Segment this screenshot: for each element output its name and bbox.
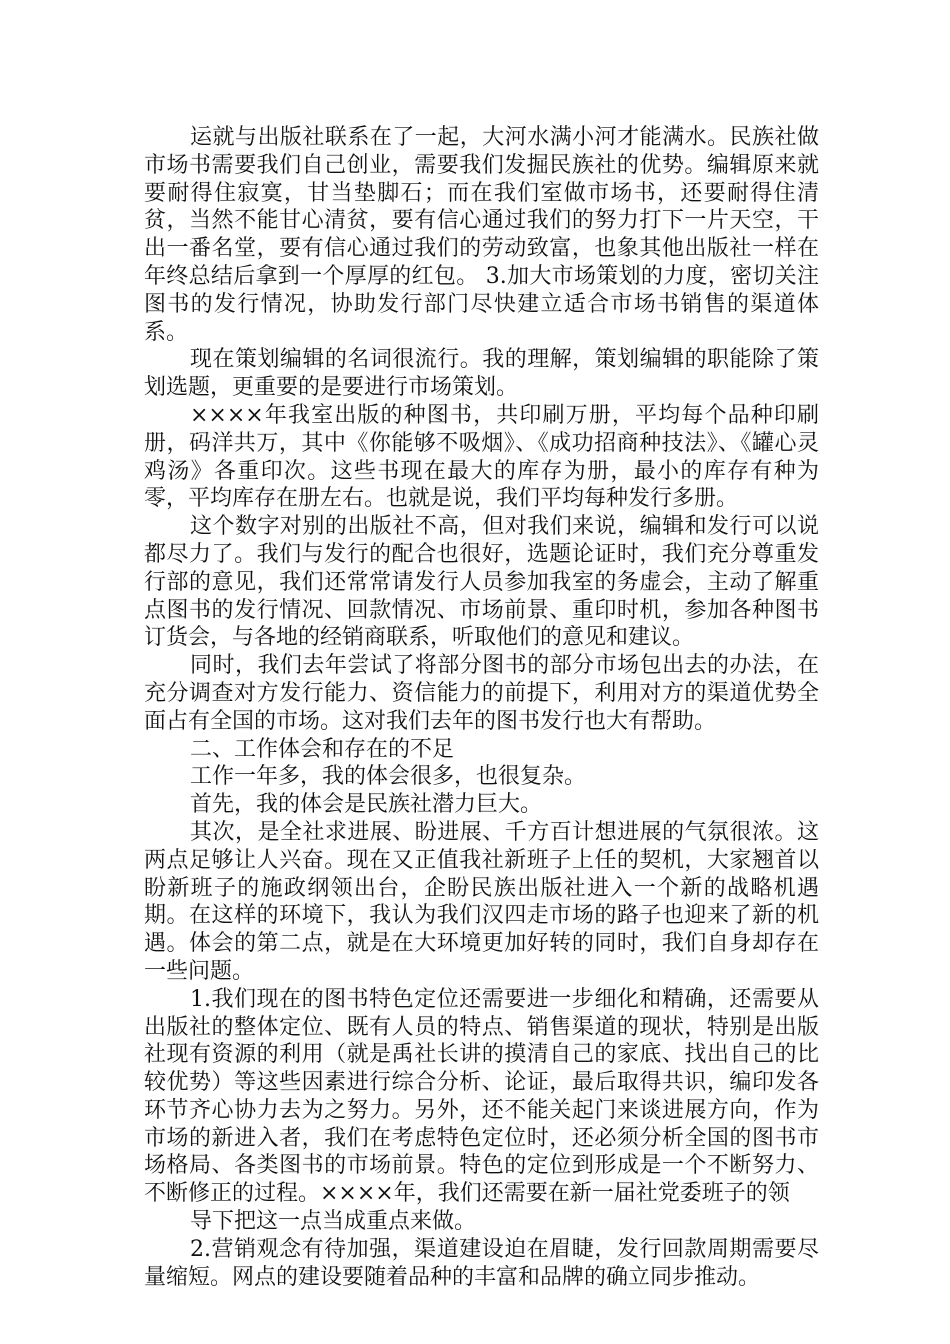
paragraph-7: 工作一年多，我的体会很多，也很复杂。	[190, 764, 587, 790]
document-body	[144, 124, 819, 1291]
paragraph-8: 首先，我的体会是民族社潜力巨大。	[190, 792, 543, 818]
section-heading: 二、工作体会和存在的不足	[190, 736, 455, 762]
paragraph-9: 其次，是全社求进展、盼进展、千方百计想进展的气氛很浓。这两点足够让人兴奋。现在又正值我社新班子上任的契机，大家翘首以盼新班子的施政纲领出台，企盼民族出版社进入一个新的战略机遇期。在这样的环境下，我认为我们汉四走市场的路子也迎来了新的机遇。体会的第二点，就是在大环境更加好转的同时，我们自身却存在一些问题。	[144, 819, 819, 984]
paragraph-12: 2.营销观念有待加强，渠道建设迫在眉睫，发行回款周期需要尽量缩短。网点的建设要随着品种的丰富和品牌的确立同步推动。	[144, 1236, 819, 1290]
paragraph-4: 这个数字对别的出版社不高，但对我们来说，编辑和发行可以说都尽力了。我们与发行的配合也很好，选题论证时，我们充分尊重发行部的意见，我们还常常请发行人员参加我室的务虚会，主动了解重点图书的发行情况、回款情况、市场前景、重印时机，参加各种图书订货会，与各地的经销商联系，听取他们的意见和建议。	[144, 514, 819, 651]
paragraph-2: 现在策划编辑的名词很流行。我的理解，策划编辑的职能除了策划选题，更重要的是要进行市场策划。	[144, 347, 819, 401]
paragraph-11: 导下把这一点当成重点来做。	[190, 1209, 477, 1235]
paragraph-3: ××××年我室出版的种图书，共印刷万册，平均每个品种印刷册，码洋共万，其中《你能够不吸烟》、《成功招商种技法》、《罐心灵鸡汤》各重印次。这些书现在最大的库存为册，最小的库存有种为零，平均库存在册左右。也就是说，我们平均每种发行多册。	[144, 402, 819, 512]
paragraph-1: 运就与出版社联系在了一起，大河水满小河才能满水。民族社做市场书需要我们自己创业，需要我们发掘民族社的优势。编辑原来就要耐得住寂寞，甘当垫脚石；而在我们室做市场书，还要耐得住清贫，当然不能甘心清贫，要有信心通过我们的努力打下一片天空，干出一番名堂，要有信心通过我们的劳动致富，也象其他出版社一样在年终总结后拿到一个厚厚的红包。 3.加大市场策划的力度，密切关注图书的发行情况，协助发行部门尽快建立适合市场书销售的渠道体系。	[144, 125, 819, 345]
paragraph-5: 同时，我们去年尝试了将部分图书的部分市场包出去的办法，在充分调查对方发行能力、资信能力的前提下，利用对方的渠道优势全面占有全国的市场。这对我们去年的图书发行也大有帮助。	[144, 653, 819, 734]
paragraph-10: 1.我们现在的图书特色定位还需要进一步细化和精确，还需要从出版社的整体定位、既有人员的特点、销售渠道的现状，特别是出版社现有资源的利用（就是禹社长讲的摸清自己的家底、找出自己的比较优势）等这些因素进行综合分析、论证，最后取得共识，编印发各环节齐心协力去为之努力。另外，还不能关起门来谈进展方向，作为市场的新进入者，我们在考虑特色定位时，还必须分析全国的图书市场格局、各类图书的市场前景。特色的定位到形成是一个不断努力、不断修正的过程。××××年，我们还需要在新一届社党委班子的领	[144, 986, 819, 1207]
